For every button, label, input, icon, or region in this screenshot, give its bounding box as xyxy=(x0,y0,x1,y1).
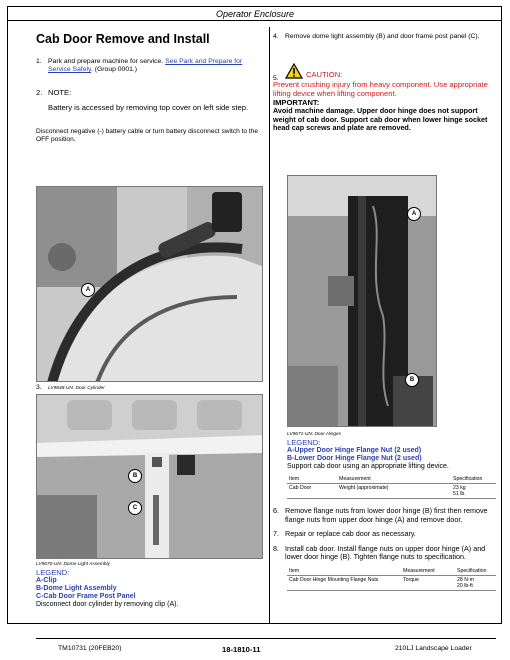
page-title: Cab Door Remove and Install xyxy=(36,32,210,46)
door-cylinder-photo xyxy=(36,186,263,382)
table-header: Specification xyxy=(451,475,496,484)
table-header: Item xyxy=(287,475,337,484)
step-number: 8. xyxy=(273,543,279,553)
left-column xyxy=(36,32,261,143)
important-text: Avoid machine damage. Upper door hinge does not support weight of cab door. Support cab door when lower hinge socket head cap screws and plate are removed. xyxy=(273,106,488,133)
table-header: Specification xyxy=(455,567,496,576)
step-number: 4. xyxy=(273,33,279,40)
table-header-row xyxy=(287,567,496,576)
door-cylinder-caption: LV9848-UN: Door Cylinder xyxy=(48,386,105,391)
column-divider xyxy=(269,27,270,623)
step-number: 6. xyxy=(273,506,279,515)
legend-after-text: Support cab door using an appropriate lifting device. xyxy=(287,463,449,470)
callout-a: A xyxy=(81,283,95,297)
step-6 xyxy=(273,507,495,524)
legend-item: A-Clip xyxy=(36,577,57,584)
step-text: Remove flange nuts from lower door hinge (B) first then remove flange nuts from upper door hinge (A) and remove door. xyxy=(285,506,488,524)
legend-after-text: Disconnect door cylinder by removing clip (A). xyxy=(36,601,179,608)
footer-rule xyxy=(36,638,496,639)
step-text: Install cab door. Install flange nuts on upper door hinge (A) and lower door hinge (B). Tighten flange nuts to specification. xyxy=(285,543,486,562)
important-label: IMPORTANT: xyxy=(273,98,320,107)
step-8 xyxy=(273,545,495,562)
callout-c: C xyxy=(128,501,142,515)
spec-imperial: 20 lb-ft xyxy=(457,583,473,589)
warning-triangle-icon xyxy=(285,63,303,79)
table-cell xyxy=(455,576,496,591)
spec-metric: 28 N·m xyxy=(457,577,475,583)
legend-item: A-Upper Door Hinge Flange Nut (2 used) xyxy=(287,447,422,454)
step-5 xyxy=(273,63,495,82)
table-cell: Torque xyxy=(401,576,455,591)
dome-light-illustration xyxy=(37,395,263,559)
step-1 xyxy=(36,58,261,74)
step-4 xyxy=(273,33,495,41)
step-number: 2. xyxy=(36,88,43,97)
cab-door-weight-table xyxy=(287,475,496,499)
step-text: Remove dome light assembly (B) and door frame post panel (C). xyxy=(285,33,480,40)
footer-page-number: 18-1810-11 xyxy=(222,645,261,654)
step-number: 1. xyxy=(36,58,42,65)
table-cell xyxy=(451,484,496,499)
step-suffix: . (Group 0001.) xyxy=(90,66,138,73)
step-text: Repair or replace cab door as necessary. xyxy=(285,529,416,539)
callout-a-hinge: A xyxy=(407,207,421,221)
park-prepare-link[interactable]: See Park and Prepare for Service Safely xyxy=(48,58,243,73)
callout-b: B xyxy=(128,469,142,483)
dome-light-photo xyxy=(36,394,263,559)
step-7 xyxy=(273,530,495,539)
legend-item: C-Cab Door Frame Post Panel xyxy=(36,593,136,600)
table-row xyxy=(287,484,496,499)
door-hinges-caption: LV9671-UN: Door Hinges xyxy=(287,432,342,437)
footer-model: 210LJ Landscape Loader xyxy=(395,645,472,652)
step-2 xyxy=(36,88,261,97)
table-cell: Cab Door Hinge Mounting Flange Nuts xyxy=(287,576,401,591)
caution-label: CAUTION: xyxy=(306,70,343,79)
spec-imperial: 51 lb. xyxy=(453,491,466,497)
legend-heading: LEGEND: xyxy=(287,438,321,447)
spec-metric: 23 kg xyxy=(453,485,466,491)
door-hinges-photo xyxy=(287,175,437,427)
left-legend xyxy=(36,569,261,609)
caution-heading xyxy=(285,63,495,79)
step-number: 3. xyxy=(36,384,42,391)
legend-item: B-Lower Door Hinge Flange Nut (2 used) xyxy=(287,455,422,462)
caution-warning-text: Prevent crushing injury from heavy component. Use appropriate lifting device when lifting component. xyxy=(273,80,488,98)
table-header-row xyxy=(287,475,496,484)
table-row xyxy=(287,576,496,591)
dome-light-caption: LV9670-UN: Dome Light Assembly xyxy=(36,562,110,567)
step-text: Park and prepare machine for service. xyxy=(48,58,164,65)
right-steps-lower xyxy=(273,507,495,562)
right-legend xyxy=(287,439,496,471)
callout-b-hinge: B xyxy=(405,373,419,387)
table-header: Measurement xyxy=(337,475,451,484)
table-cell: Cab Door xyxy=(287,484,337,499)
table-header: Item xyxy=(287,567,401,576)
step-3 xyxy=(36,384,273,393)
legend-heading: LEGEND: xyxy=(36,568,70,577)
table-header: Measurement xyxy=(401,567,455,576)
footer-doc-id: TM10731 (20FEB20) xyxy=(58,645,122,652)
section-header: Operator Enclosure xyxy=(215,9,295,19)
header-rule xyxy=(7,20,502,21)
table-cell: Weight (approximate) xyxy=(337,484,451,499)
note-text: Battery is accessed by removing top cover on left side step. xyxy=(48,103,249,112)
legend-item: B-Dome Light Assembly xyxy=(36,585,117,592)
door-cylinder-illustration xyxy=(37,187,263,382)
step-number: 5. xyxy=(273,75,279,82)
step-2-text: Disconnect negative (-) battery cable or turn battery disconnect switch to the OFF position. xyxy=(36,128,259,143)
hinge-torque-table xyxy=(287,567,496,591)
step-number: 7. xyxy=(273,529,279,539)
right-column xyxy=(273,33,495,133)
note-label: NOTE: xyxy=(48,88,72,97)
